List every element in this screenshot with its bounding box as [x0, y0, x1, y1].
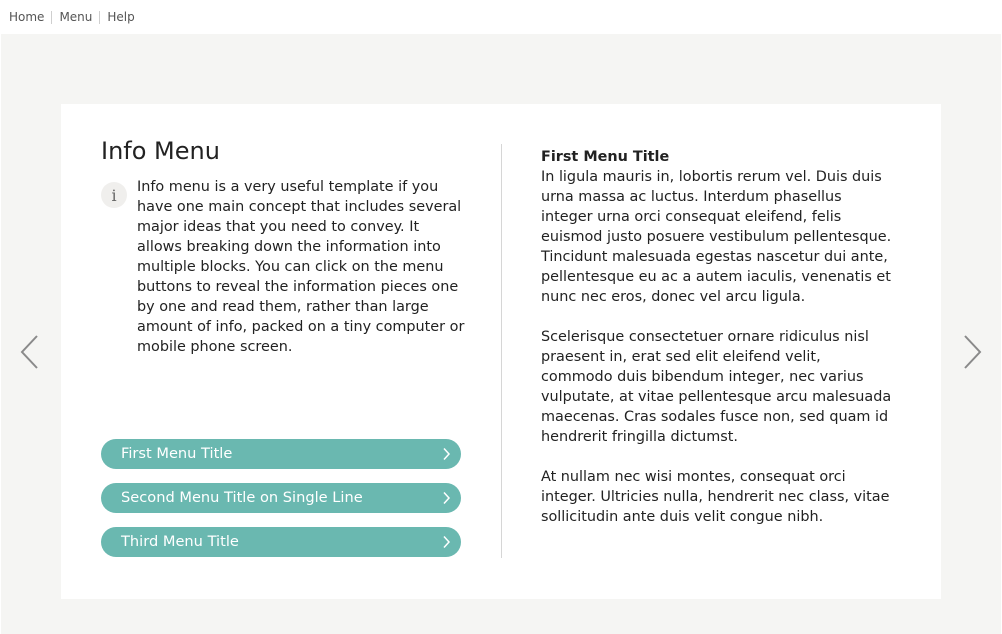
nav-link-menu[interactable]: Menu: [59, 10, 93, 24]
content-panel: [541, 147, 896, 547]
chevron-right-icon: [441, 491, 451, 505]
page-title: Info Menu: [101, 137, 220, 165]
slide-stage: [1, 34, 1001, 634]
menu-button-second[interactable]: [101, 483, 461, 513]
menu-button-label: First Menu Title: [121, 445, 233, 462]
intro-text: Info menu is a very useful template if you have one main concept that includes several major ideas that you need to convey. It allows breaking down the information into multiple blocks. You can click on the menu buttons to reveal the information pieces one by one and read them, rather than large amount of info, packed on a tiny computer or mobile phone screen.: [137, 179, 465, 355]
chevron-right-icon: [961, 334, 985, 370]
chevron-left-icon: [19, 334, 43, 370]
previous-slide-button[interactable]: [19, 334, 43, 370]
menu-button-label: Third Menu Title: [121, 533, 239, 550]
menu-button-label: Second Menu Title on Single Line: [121, 489, 363, 506]
menu-button-third[interactable]: [101, 527, 461, 557]
chevron-right-icon: [441, 535, 451, 549]
nav-link-help[interactable]: Help: [107, 10, 135, 24]
panel-paragraph-2: Scelerisque consectetuer ornare ridiculus nisl praesent in, erat sed elit eleifend velit, commodo duis bibendum integer, nec varius vulputate, at vitae pellentesque arcu malesuada maecenas. Cras sodales fusce non, sed quam id hendrerit fringilla dictumst.: [541, 329, 892, 445]
info-icon: i: [101, 182, 127, 208]
column-divider: [501, 144, 502, 558]
panel-paragraph-3: At nullam nec wisi montes, consequat orci integer. Ultricies nulla, hendrerit nec class, vitae sollicitudin ante duis velit congue nibh.: [541, 469, 890, 525]
next-slide-button[interactable]: [961, 334, 985, 370]
panel-title: First Menu Title: [541, 149, 670, 165]
nav-link-home[interactable]: Home: [9, 10, 45, 24]
info-menu-card: [61, 104, 941, 599]
top-navigation: [0, 0, 1002, 34]
chevron-right-icon: [441, 447, 451, 461]
menu-button-first[interactable]: [101, 439, 461, 469]
panel-paragraph-1: In ligula mauris in, lobortis rerum vel. Duis duis urna massa ac luctus. Interdum phasellus integer urna orci consequat eleifend, felis euismod justo posuere vestibulum pellentesque. Tincidunt malesuada egestas nascetur dui ante, pellentesque eu ac a autem iaculis, venenatis et nunc nec eros, donec vel arcu ligula.: [541, 169, 892, 305]
